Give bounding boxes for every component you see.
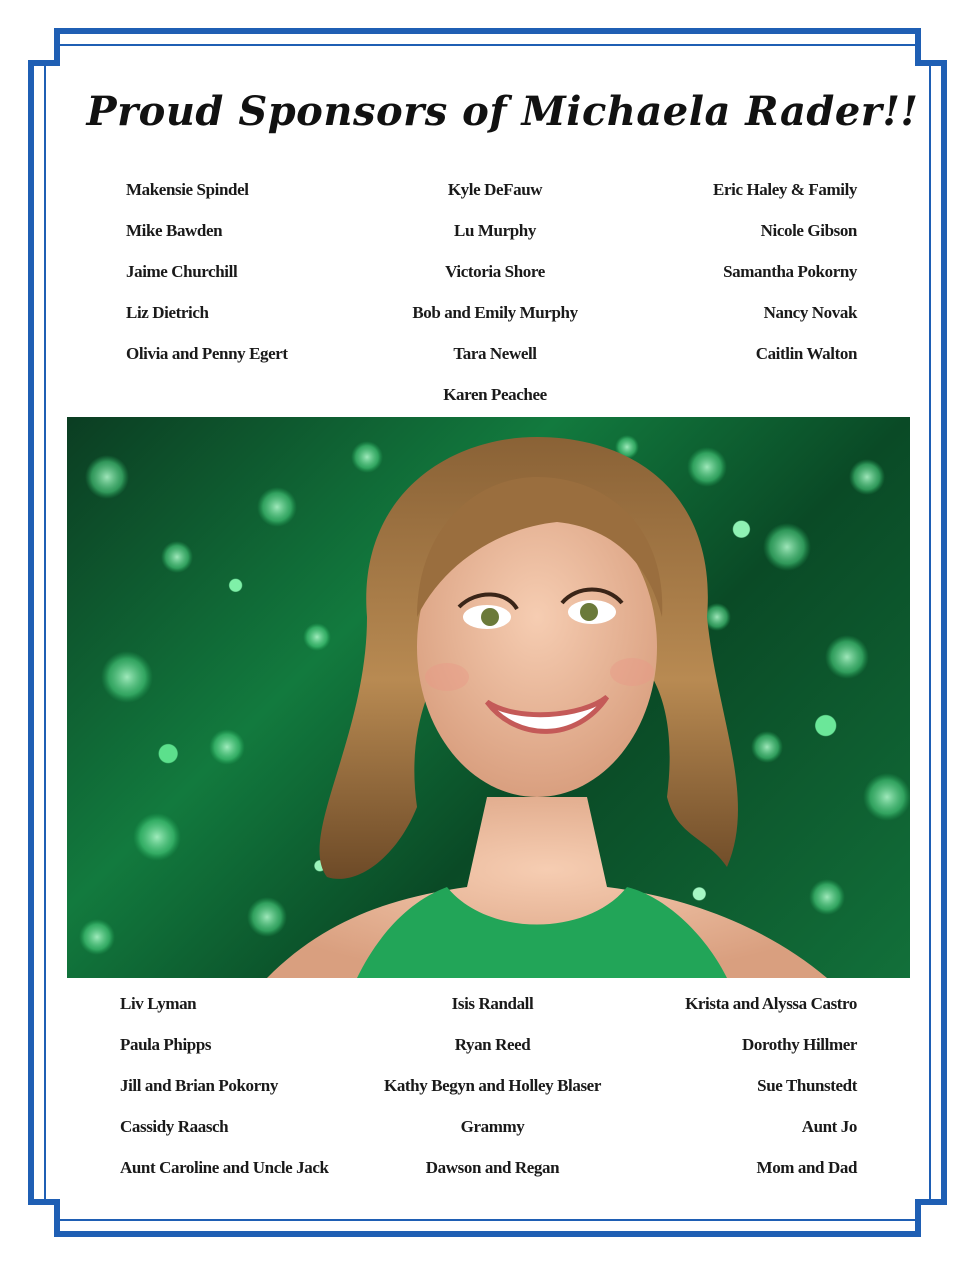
- sponsor-name: Kyle DeFauw: [447, 180, 543, 199]
- sponsor-name: Kathy Begyn and Holley Blaser: [384, 1076, 601, 1095]
- sponsor-name: Nancy Novak: [763, 303, 857, 322]
- bottom-left-column: [120, 994, 329, 1199]
- sponsor-name: Krista and Alyssa Castro: [685, 994, 857, 1013]
- sponsor-name: Grammy: [460, 1117, 525, 1136]
- corner-step: [915, 28, 921, 66]
- sponsor-name: Samantha Pokorny: [723, 262, 857, 281]
- portrait-photo: [67, 417, 910, 978]
- sponsor-name: Olivia and Penny Egert: [126, 344, 288, 363]
- sponsor-name: Sue Thunstedt: [757, 1076, 857, 1095]
- sponsor-name: Paula Phipps: [120, 1035, 212, 1054]
- top-center-column: [390, 180, 600, 426]
- sponsor-name: Bob and Emily Murphy: [412, 303, 578, 322]
- sponsor-name: Mike Bawden: [126, 221, 223, 240]
- sponsor-name: Liv Lyman: [120, 994, 197, 1013]
- top-sponsor-list: [0, 180, 975, 410]
- sponsor-name: Jill and Brian Pokorny: [120, 1076, 278, 1095]
- top-left-column: [126, 180, 288, 385]
- bottom-sponsor-list: [0, 994, 975, 1204]
- sponsor-name: Victoria Shore: [445, 262, 545, 281]
- sponsor-name: Cassidy Raasch: [120, 1117, 229, 1136]
- bottom-right-column: [685, 994, 857, 1199]
- sponsor-name: Ryan Reed: [454, 1035, 531, 1054]
- sponsor-name: Caitlin Walton: [755, 344, 857, 363]
- corner-step: [915, 1199, 921, 1237]
- sponsor-name: Liz Dietrich: [126, 303, 209, 322]
- portrait-illustration: [67, 417, 910, 978]
- sponsor-name: Dorothy Hillmer: [741, 1035, 857, 1054]
- page-title: Proud Sponsors of Michaela Rader!!: [86, 88, 919, 135]
- bottom-center-column: [365, 994, 620, 1199]
- sponsor-name: Karen Peachee: [443, 385, 547, 404]
- sponsor-name: Lu Murphy: [454, 221, 536, 240]
- sponsor-name: Tara Newell: [453, 344, 537, 363]
- sponsor-name: Dawson and Regan: [425, 1158, 560, 1177]
- sponsor-name: Eric Haley & Family: [713, 180, 857, 199]
- sponsor-name: Makensie Spindel: [126, 180, 249, 199]
- sponsor-name: Nicole Gibson: [760, 221, 857, 240]
- top-right-column: [713, 180, 857, 385]
- sponsor-name: Isis Randall: [451, 994, 534, 1013]
- sponsor-name: Aunt Caroline and Uncle Jack: [120, 1158, 329, 1177]
- corner-step: [54, 28, 60, 66]
- sponsor-name: Jaime Churchill: [126, 262, 238, 281]
- sponsor-name: Aunt Jo: [801, 1117, 857, 1136]
- sponsor-name: Mom and Dad: [756, 1158, 857, 1177]
- corner-step: [54, 1199, 60, 1237]
